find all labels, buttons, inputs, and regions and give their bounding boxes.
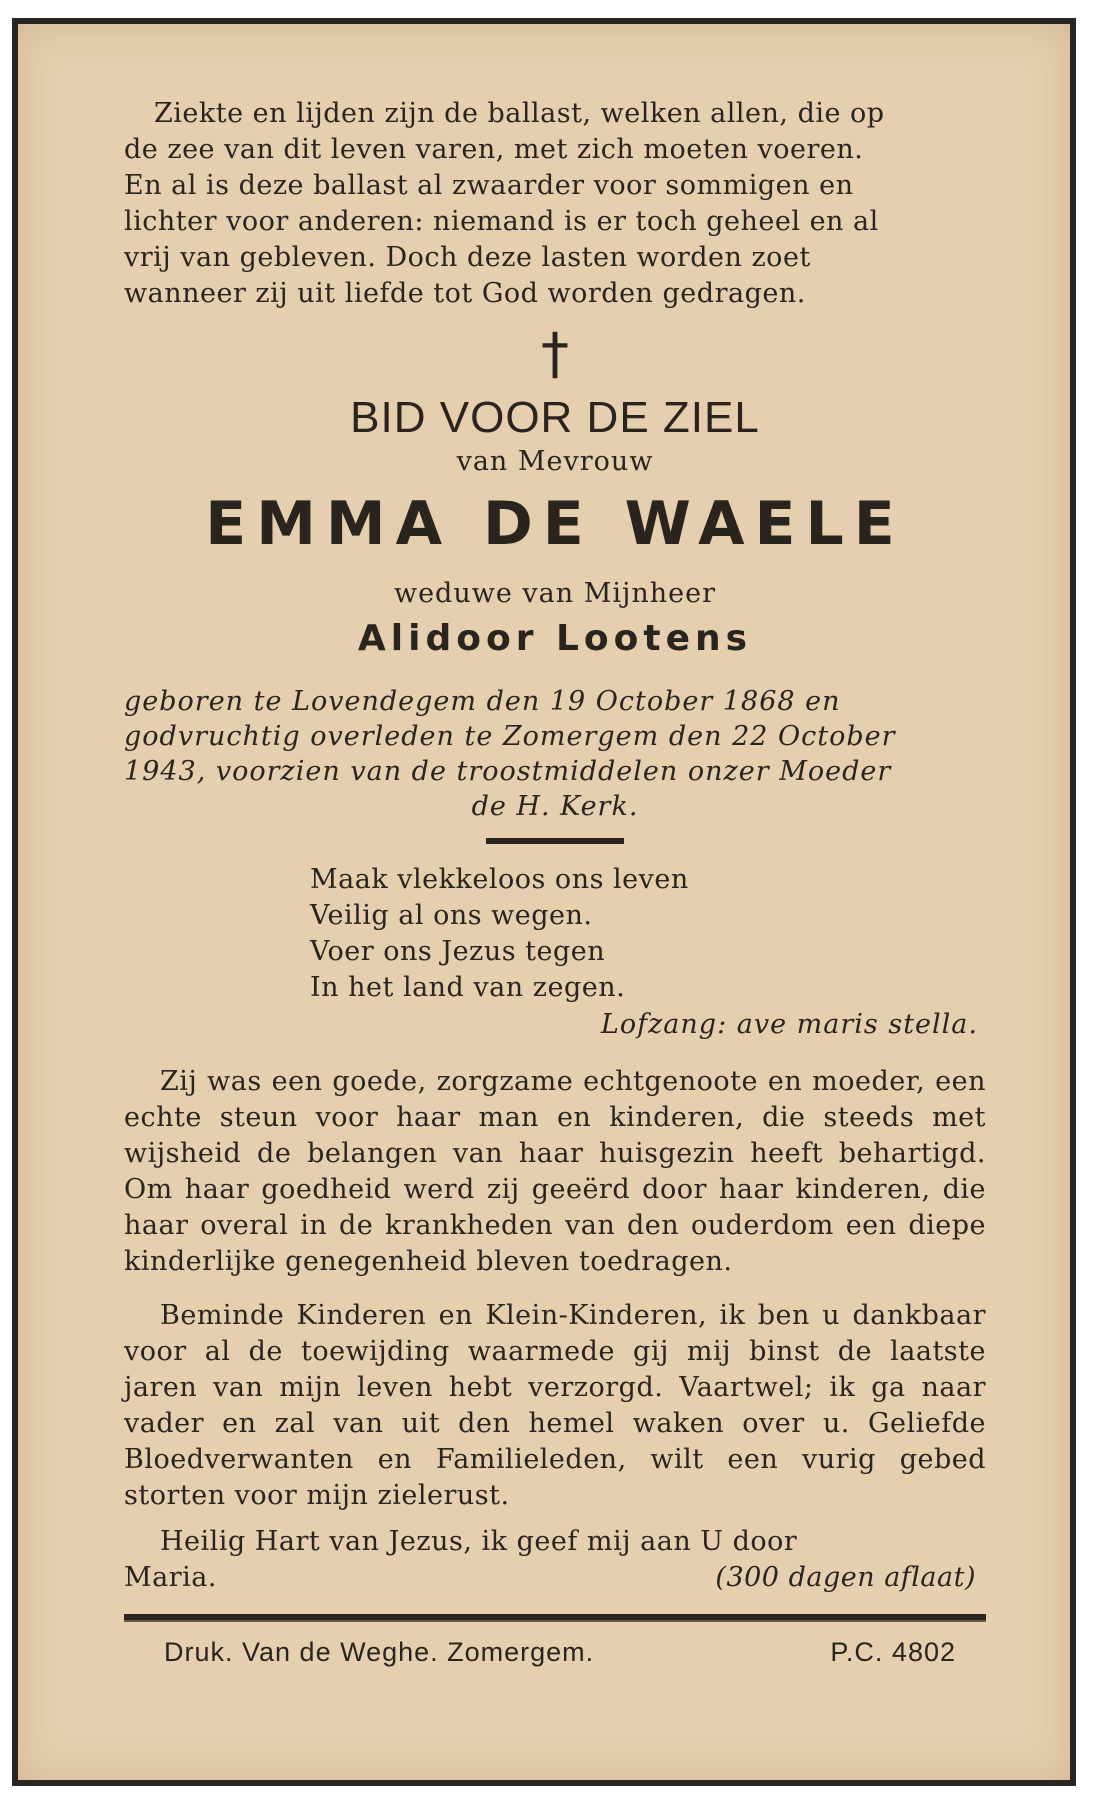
print-code: P.C. 4802 <box>830 1637 956 1667</box>
intro-line: En al is deze ballast al zwaarder voor sommigen en <box>124 170 854 201</box>
birth-death-line: geboren te Lovendegem den 19 October 1868 en <box>124 686 841 717</box>
birth-death-line: godvruchtig overleden te Zomergem den 22 October <box>124 721 896 752</box>
memorial-card <box>12 18 1076 1786</box>
prayer-row <box>124 1560 986 1596</box>
farewell-paragraph: Beminde Kinderen en Klein-Kinderen, ik ben u dankbaar voor al de toewijding waarmede gij mij binst de laatste jaren van mijn leven hebt verzorgd. Vaartwel; ik ga naar vader en zal van uit den hemel waken over u. Geliefde Bloedverwanten en Familieleden, wilt een vurig gebed storten voor mijn zielerust. <box>124 1300 986 1511</box>
indulgence-note: (300 dagen aflaat) <box>715 1562 976 1593</box>
intro-line: wanneer zij uit liefde tot God worden gedragen. <box>124 278 806 309</box>
birth-death-text <box>124 684 986 824</box>
footer-rule <box>124 1614 986 1622</box>
husband-name: Alidoor Lootens <box>357 618 753 659</box>
prayer-maria: Maria. <box>124 1562 217 1593</box>
birth-death-last-line: de H. Kerk. <box>471 791 639 822</box>
poem-line: Maak vlekkeloos ons leven <box>310 864 689 895</box>
pray-heading: BID VOOR DE ZIEL <box>350 393 760 442</box>
birth-death-line: 1943, voorzien van de troostmiddelen onzer Moeder <box>124 756 892 787</box>
poem-line: In het land van zegen. <box>310 972 626 1003</box>
life-paragraph: Zij was een goede, zorgzame echtgenoote en moeder, een echte steun voor haar man en kinderen, die steeds met wijsheid de belangen van haar huisgezin heeft behartigd. Om haar goedheid werd zij geeërd door haar kinderen, die haar overal in de krankheden van den ouderdom een diepe kinderlijke genegenheid bleven toedragen. <box>124 1066 986 1277</box>
intro-paragraph <box>124 96 986 312</box>
poem-line: Veilig al ons wegen. <box>310 900 593 931</box>
prayer-line: Heilig Hart van Jezus, ik geef mij aan U door <box>160 1526 798 1557</box>
poem-line: Voer ons Jezus tegen <box>310 936 606 967</box>
van-mevrouw: van Mevrouw <box>456 446 654 477</box>
deceased-name: EMMA DE WAELE <box>205 489 905 559</box>
printer-footer <box>124 1632 986 1672</box>
poem-source: Lofzang: ave maris stella. <box>600 1009 978 1040</box>
widow-of-label: weduwe van Mijnheer <box>393 578 717 609</box>
cross-icon: † <box>541 322 569 387</box>
poem <box>310 862 986 1006</box>
intro-line: de zee van dit leven varen, met zich moeten voeren. <box>124 134 864 165</box>
card-content <box>124 96 986 1672</box>
intro-line: vrij van gebleven. Doch deze lasten worden zoet <box>124 242 811 273</box>
intro-line: lichter voor anderen: niemand is er toch geheel en al <box>124 206 879 237</box>
divider-rule <box>486 838 624 844</box>
printer-name: Druk. Van de Weghe. Zomergem. <box>164 1637 595 1667</box>
intro-line: Ziekte en lijden zijn de ballast, welken allen, die op <box>154 98 885 129</box>
